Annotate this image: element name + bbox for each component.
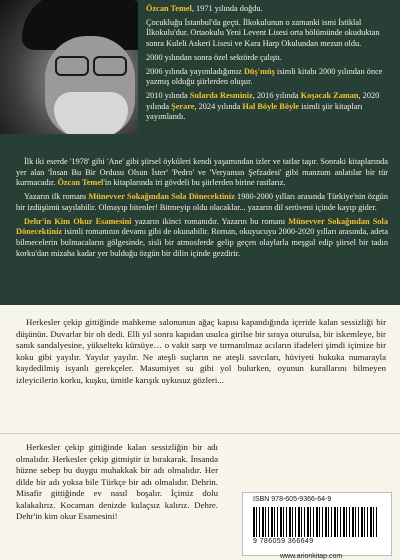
bio-p5: 2010 yılında Sularda Resminiz, 2016 yılında Koşacak Zaman, 2020 yılında Şerare, 2024 yılında Hal Böyle Böyle isimli şiir kitapları yayımlandı. — [146, 90, 380, 122]
author-name: Özcan Temel — [146, 4, 192, 13]
author-photo — [0, 0, 138, 134]
main-description — [16, 157, 388, 262]
author-bio — [146, 4, 392, 126]
barcode — [242, 492, 392, 556]
excerpt-1: Herkesler çekip gittiğinde mahkeme salonunun ağaç kapısı kapandığında içeride kalan sessizliği bir düşünün. Duvarlar bir oh dedi. Elli yıl sonra kapıdan usulca girilse bir sıraya oturulsa, bir iskemleye, bir sanık sandalyesine, yükseltekı kürsüye… o vakit sarp ve tırmanılmaz acıların ifadeleri şimdi içimize bir koku gibi yayılır. Yayılır yayılır. Ne ateşli suçların ne ateşli savcıları, hüviyeti hukuka numarayla kaydedilmiş isyanlı gerekçeler. Masumiyet su gibi yol bulurken, oyunun kurallarını bilmeyen izleyicilerin korku, kuşku, ümitle karışık uykusuz gözleri... — [16, 317, 386, 385]
bio-p2: Çocukluğu İstanbul'da geçti. İlkokulunun o zamanki ismi İstiklal İlkokulu'dur. Ortaokulu Yeni Levent Lisesi orta bölümünde okuduktan sonra Kuleli Askeri Lisesi ve Kara Harp Okulundan mezun oldu. — [146, 17, 380, 49]
isbn-text: ISBN 978-605-9366-64-9 — [253, 496, 332, 503]
glasses-icon — [55, 56, 129, 74]
bio-p1: Özcan Temel, 1971 yılında doğdu. — [146, 4, 263, 13]
bio-p3: 2000 yılından sonra özel sektörde çalıştı. — [146, 52, 282, 62]
excerpt-2: Herkesler çekip gittiğinde kalan sessizliğin bir adı olmalıdır. Herkesler çekip gitmiştir iz bırakarak. İnsanda hüzne sebep bu duygu muhakkak bir adı olmalıdır. Her dilde bir adı yoksa bile Türkçe bir adı olmalıdır. Dehrin. Misafir gittiğinde ev nasıl boşalır. İçimiz dolu kalakalırız. Kocaman denizde kulaçsız kalırız. Dehre. Dehr'in kim okur Esamesini! — [16, 442, 218, 521]
publisher-url: www.arionkitap.com — [280, 553, 343, 560]
barcode-icon — [253, 507, 379, 537]
main-p1: İlk iki eserde '1978' gibi 'Ane' gibi şiirsel öyküleri kendi yaşamından izler ve tatlar taşır. Sonraki kitaplarında yer alan 'İnsan Bu Bir Ordusu Olsun İster' 'Pedro' ve 'Veryansın Şefzadesi' gibi manzum anlatılar bir tür kurmacadır. Özcan Temel'in kitaplarında iri gövdeli bu şiirlerden birine rastlarız. — [16, 157, 388, 188]
beard-icon — [54, 92, 128, 134]
excerpt-section-2 — [0, 433, 400, 560]
excerpt-section-1 — [0, 305, 400, 433]
bio-p4: 2006 yılında yayımladığımız Düş'müş isimli kitabı 2000 yılından önce yazmış olduğu şiirlerden oluşur. — [146, 66, 383, 87]
barcode-digits: 9 786059 366649 — [253, 538, 314, 545]
main-p2: Yazarın ilk romanı Münevver Sokağından Sola Dönecektiniz 1980-2000 yılları arasında Türkiye'nin özgün bir izdüşümü sayılabilir. Olmayıp bitenler! Bitmeyip oldu olacaklar... yazarın dil serüveni içinde kayıp gider. — [16, 192, 388, 212]
main-p3: Dehr'in Kim Okur Esamesini yazarın ikinci romanıdır. Yazarın bu romanı Münevver Sokağından Sola Dönecektiniz isimli romanının devamı gibi de okunabilir. Roman, okuyucuyu 2000-2020 yılları arasında, adeta bilmecelerin bulmacaların gölgesinde, sisli bir atmosferde gelip geçen olaylarla meşgul edip şiirsel bir tadın korku'dan mizaha kadar yer bulduğu özgün bir dilin içinde gezdirir. — [16, 216, 389, 258]
